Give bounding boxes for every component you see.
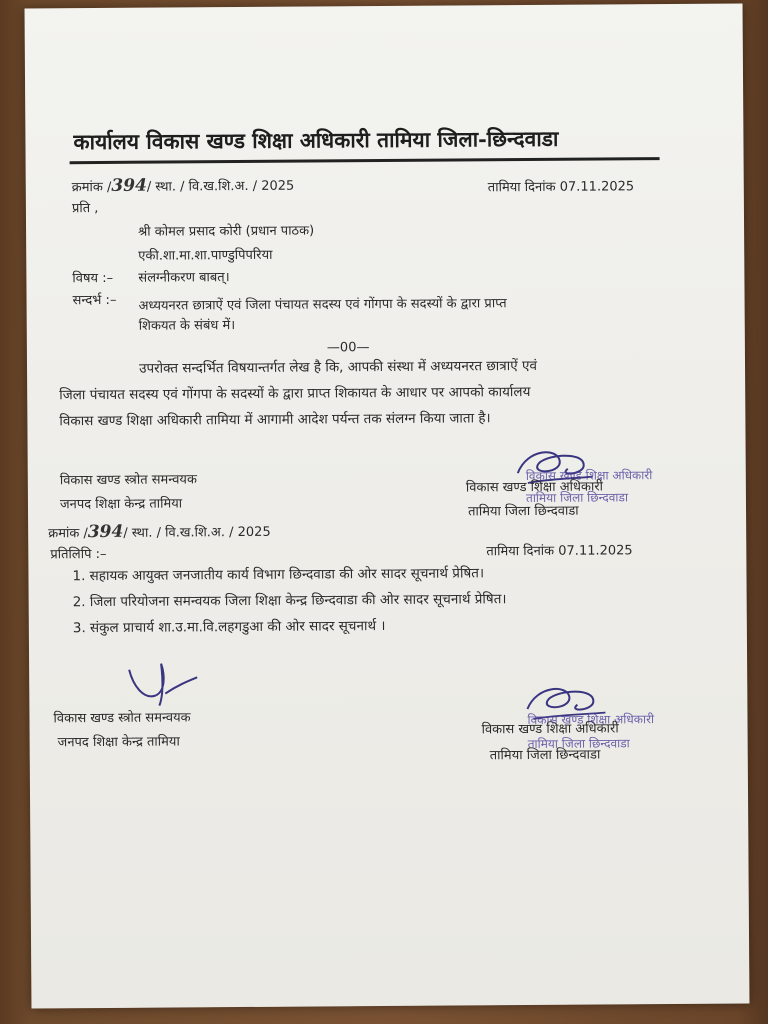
subject-label: विषय :– [72,270,114,287]
body-line-1: उपरोक्त सन्दर्भित विषयान्तर्गत लेख है कि, आपकी संस्था में अध्ययनरत छात्राऐं एवं [138,357,537,377]
recipient-name: श्री कोमल प्रसाद कोरी (प्रधान पाठक) [138,223,315,240]
ref-line [72,175,295,197]
left-sign-office-2: जनपद शिक्षा केन्द्र तामिया [57,734,180,751]
body-line-2: जिला पंचायत सदस्य एवं गोंगपा के सदस्यों के द्वारा प्राप्त शिकायत के आधार पर आपको कार्यालय [59,383,531,404]
ref-number: 394 [111,175,147,196]
to-label: प्रति , [71,201,99,217]
separator: —00— [326,340,370,356]
copy-ref-number: 394 [87,521,124,543]
copy-label: प्रतिलिपि :– [50,546,107,563]
letter-date: तामिया दिनांक 07.11.2025 [487,179,635,196]
reference-line-2: शिकयत के संबंध में। [138,318,236,334]
reference-line-1: अध्ययनरत छात्राऐं एवं जिला पंचायत सदस्य एवं गोंगपा के सदस्यों के द्वारा प्राप्त [138,296,507,314]
document-sheet [25,4,750,1009]
ref-suffix: / स्था. / वि.ख.शि.अ. / 2025 [146,178,295,195]
ref-prefix: क्रमांक / [71,179,112,196]
subject-text: संलग्नीकरण बाबत्। [138,270,230,286]
copy-ref-prefix: क्रमांक / [48,526,88,542]
body-line-3: विकास खण्ड शिक्षा अधिकारी तामिया में आगामी आदेश पर्यन्त तक संलग्न किया जाता है। [59,410,491,430]
copy-item-1: 1. सहायक आयुक्त जनजातीय कार्य विभाग छिन्दवाडा की ओर सादर सूचनार्थ प्रेषित। [72,565,485,585]
left-sign-title: विकास खण्ड स्त्रोत समन्वयक [59,472,197,489]
copy-ref-suffix: / स्था. / वि.ख.शि.अ. / 2025 [123,524,271,541]
copy-item-3: 3. संकुल प्राचार्य शा.उ.मा.वि.लहगडुआ की ओर सादर सूचनार्थ । [72,618,386,637]
copy-date: तामिया दिनांक 07.11.2025 [486,543,633,560]
recipient-school: एकी.शा.मा.शा.पाण्डुपिपरिया [138,247,273,264]
left-sign-title-2: विकास खण्ड स्त्रोत समन्वयक [53,710,191,727]
right-sign-title: विकास खण्ड शिक्षा अधिकारी [465,479,604,496]
right-sign-office: तामिया जिला छिन्दवाडा [467,503,579,520]
right-sign-title-2: विकास खण्ड शिक्षा अधिकारी [481,721,619,738]
copy-ref-line [48,521,271,543]
official-stamp-line2: तामिया जिला छिन्दवाडा [525,490,629,506]
page-title: कार्यालय विकास खण्ड शिक्षा अधिकारी तामिया जिला-छिन्दवाडा [73,125,559,155]
official-stamp: विकास खण्ड शिक्षा अधिकारी [525,468,653,484]
right-sign-office-2: तामिया जिला छिन्दवाडा [489,747,601,764]
reference-label: सन्दर्भ :– [72,292,117,309]
official-stamp-2: विकास खण्ड शिक्षा अधिकारी [527,712,655,728]
copy-item-2: 2. जिला परियोजना समन्वयक जिला शिक्षा केन्द्र छिन्दवाडा की ओर सादर सूचनार्थ प्रेषित। [72,591,507,611]
title-underline [70,157,660,164]
left-sign-office: जनपद शिक्षा केन्द्र तामिया [59,496,183,513]
official-stamp-2-line2: तामिया जिला छिन्दवाडा [527,736,630,752]
